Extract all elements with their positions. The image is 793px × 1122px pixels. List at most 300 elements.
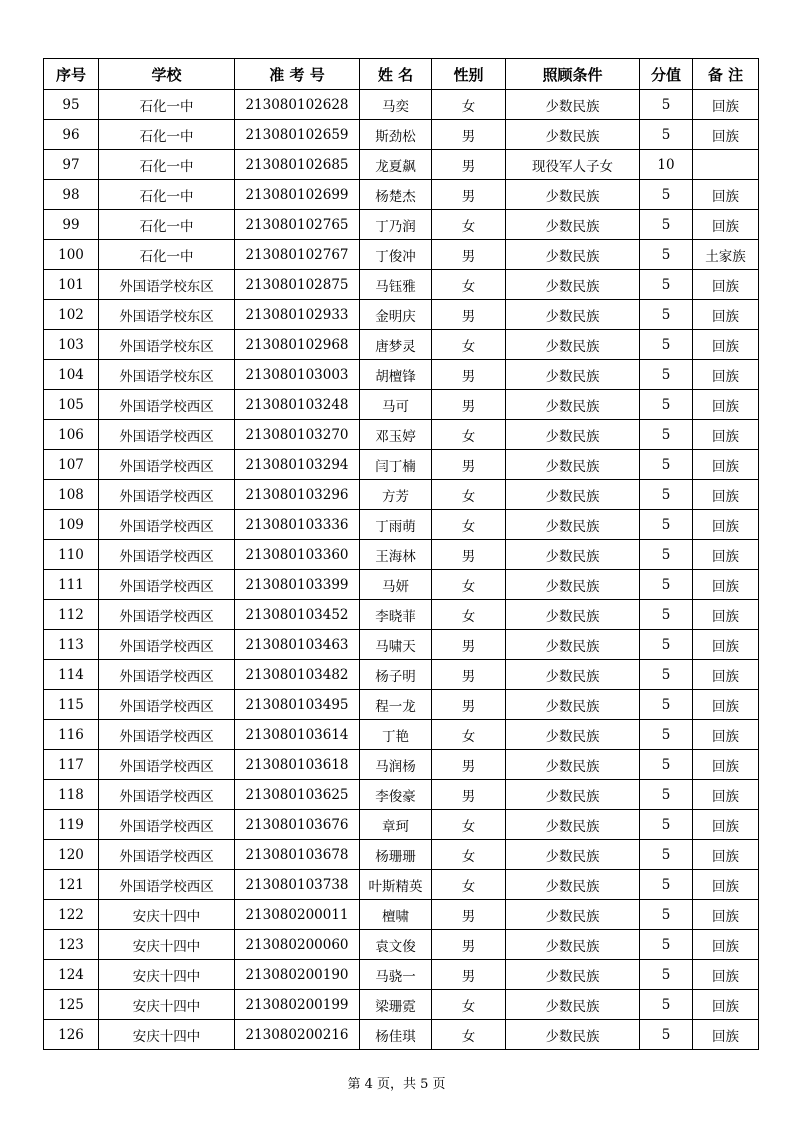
cell-condition: 少数民族: [506, 420, 640, 450]
cell-points: 5: [640, 570, 693, 600]
cell-points: 5: [640, 630, 693, 660]
cell-exam-number: 213080102659: [235, 120, 360, 150]
cell-remark: 回族: [693, 570, 759, 600]
cell-seq: 112: [44, 600, 99, 630]
cell-school: 安庆十四中: [99, 930, 235, 960]
table-row: [44, 390, 759, 420]
cell-exam-number: 213080102767: [235, 240, 360, 270]
cell-points: 5: [640, 600, 693, 630]
cell-school: 石化一中: [99, 240, 235, 270]
header-points: 分值: [640, 59, 693, 90]
cell-seq: 122: [44, 900, 99, 930]
cell-gender: 男: [432, 660, 506, 690]
cell-remark: 回族: [693, 600, 759, 630]
cell-school: 外国语学校西区: [99, 600, 235, 630]
header-exam-number: 准 考 号: [235, 59, 360, 90]
cell-remark: 回族: [693, 120, 759, 150]
cell-exam-number: 213080200190: [235, 960, 360, 990]
cell-points: 5: [640, 930, 693, 960]
table-row: [44, 750, 759, 780]
cell-name: 方芳: [360, 480, 432, 510]
cell-name: 丁俊冲: [360, 240, 432, 270]
cell-gender: 男: [432, 390, 506, 420]
cell-name: 马妍: [360, 570, 432, 600]
table-header-row: [44, 59, 759, 90]
cell-remark: 回族: [693, 210, 759, 240]
cell-points: 5: [640, 690, 693, 720]
cell-seq: 117: [44, 750, 99, 780]
cell-points: 5: [640, 210, 693, 240]
cell-points: 5: [640, 780, 693, 810]
cell-condition: 少数民族: [506, 390, 640, 420]
cell-school: 安庆十四中: [99, 1020, 235, 1050]
cell-gender: 女: [432, 870, 506, 900]
cell-gender: 男: [432, 900, 506, 930]
cell-points: 5: [640, 960, 693, 990]
cell-points: 5: [640, 810, 693, 840]
cell-exam-number: 213080103294: [235, 450, 360, 480]
cell-name: 李俊豪: [360, 780, 432, 810]
cell-remark: 回族: [693, 480, 759, 510]
cell-gender: 男: [432, 240, 506, 270]
cell-seq: 97: [44, 150, 99, 180]
cell-remark: 回族: [693, 330, 759, 360]
table-row: [44, 510, 759, 540]
cell-seq: 95: [44, 90, 99, 120]
cell-condition: 少数民族: [506, 990, 640, 1020]
cell-seq: 116: [44, 720, 99, 750]
cell-seq: 126: [44, 1020, 99, 1050]
cell-seq: 114: [44, 660, 99, 690]
cell-remark: 回族: [693, 900, 759, 930]
table-row: [44, 330, 759, 360]
cell-gender: 男: [432, 450, 506, 480]
cell-condition: 少数民族: [506, 690, 640, 720]
cell-gender: 女: [432, 330, 506, 360]
cell-points: 5: [640, 330, 693, 360]
table-row: [44, 420, 759, 450]
cell-seq: 107: [44, 450, 99, 480]
cell-condition: 少数民族: [506, 300, 640, 330]
cell-gender: 男: [432, 960, 506, 990]
cell-remark: [693, 150, 759, 180]
cell-points: 5: [640, 390, 693, 420]
cell-condition: 现役军人子女: [506, 150, 640, 180]
cell-exam-number: 213080102685: [235, 150, 360, 180]
cell-condition: 少数民族: [506, 630, 640, 660]
cell-school: 石化一中: [99, 180, 235, 210]
cell-exam-number: 213080103678: [235, 840, 360, 870]
table-row: [44, 840, 759, 870]
cell-school: 外国语学校西区: [99, 570, 235, 600]
table-row: [44, 600, 759, 630]
cell-name: 龙夏飙: [360, 150, 432, 180]
cell-gender: 男: [432, 780, 506, 810]
cell-school: 外国语学校西区: [99, 690, 235, 720]
cell-condition: 少数民族: [506, 120, 640, 150]
cell-remark: 回族: [693, 660, 759, 690]
cell-exam-number: 213080103614: [235, 720, 360, 750]
cell-name: 王海林: [360, 540, 432, 570]
cell-exam-number: 213080102968: [235, 330, 360, 360]
cell-name: 丁艳: [360, 720, 432, 750]
cell-condition: 少数民族: [506, 240, 640, 270]
cell-remark: 回族: [693, 630, 759, 660]
cell-remark: 回族: [693, 300, 759, 330]
cell-points: 5: [640, 1020, 693, 1050]
cell-exam-number: 213080200011: [235, 900, 360, 930]
cell-gender: 男: [432, 150, 506, 180]
cell-school: 安庆十四中: [99, 960, 235, 990]
cell-name: 李晓菲: [360, 600, 432, 630]
cell-remark: 土家族: [693, 240, 759, 270]
cell-points: 5: [640, 510, 693, 540]
cell-exam-number: 213080103463: [235, 630, 360, 660]
cell-condition: 少数民族: [506, 660, 640, 690]
cell-condition: 少数民族: [506, 900, 640, 930]
cell-points: 5: [640, 450, 693, 480]
cell-points: 10: [640, 150, 693, 180]
cell-exam-number: 213080103452: [235, 600, 360, 630]
cell-seq: 118: [44, 780, 99, 810]
cell-school: 外国语学校西区: [99, 540, 235, 570]
table-row: [44, 660, 759, 690]
cell-condition: 少数民族: [506, 330, 640, 360]
cell-condition: 少数民族: [506, 870, 640, 900]
table-row: [44, 690, 759, 720]
cell-gender: 女: [432, 720, 506, 750]
cell-remark: 回族: [693, 960, 759, 990]
cell-gender: 女: [432, 570, 506, 600]
table-row: [44, 990, 759, 1020]
table-row: [44, 240, 759, 270]
cell-name: 马奕: [360, 90, 432, 120]
cell-exam-number: 213080103296: [235, 480, 360, 510]
table-row: [44, 300, 759, 330]
table-row: [44, 630, 759, 660]
cell-exam-number: 213080200199: [235, 990, 360, 1020]
cell-remark: 回族: [693, 180, 759, 210]
cell-name: 丁雨萌: [360, 510, 432, 540]
header-seq: 序号: [44, 59, 99, 90]
cell-remark: 回族: [693, 510, 759, 540]
table-row: [44, 480, 759, 510]
cell-seq: 100: [44, 240, 99, 270]
cell-school: 外国语学校西区: [99, 390, 235, 420]
cell-school: 外国语学校东区: [99, 300, 235, 330]
table-row: [44, 870, 759, 900]
cell-gender: 女: [432, 600, 506, 630]
cell-points: 5: [640, 300, 693, 330]
cell-seq: 103: [44, 330, 99, 360]
cell-school: 外国语学校西区: [99, 870, 235, 900]
cell-remark: 回族: [693, 780, 759, 810]
cell-school: 安庆十四中: [99, 990, 235, 1020]
header-school: 学校: [99, 59, 235, 90]
table-row: [44, 180, 759, 210]
cell-exam-number: 213080103482: [235, 660, 360, 690]
cell-remark: 回族: [693, 360, 759, 390]
cell-name: 马可: [360, 390, 432, 420]
table-row: [44, 150, 759, 180]
cell-exam-number: 213080103270: [235, 420, 360, 450]
header-gender: 性别: [432, 59, 506, 90]
cell-seq: 125: [44, 990, 99, 1020]
cell-condition: 少数民族: [506, 360, 640, 390]
cell-name: 梁珊霓: [360, 990, 432, 1020]
cell-name: 邓玉婷: [360, 420, 432, 450]
cell-gender: 女: [432, 1020, 506, 1050]
cell-remark: 回族: [693, 840, 759, 870]
cell-remark: 回族: [693, 90, 759, 120]
cell-gender: 男: [432, 930, 506, 960]
cell-condition: 少数民族: [506, 1020, 640, 1050]
cell-points: 5: [640, 420, 693, 450]
cell-exam-number: 213080103738: [235, 870, 360, 900]
cell-school: 外国语学校西区: [99, 450, 235, 480]
cell-points: 5: [640, 900, 693, 930]
cell-name: 叶斯精英: [360, 870, 432, 900]
cell-points: 5: [640, 180, 693, 210]
cell-gender: 男: [432, 750, 506, 780]
cell-exam-number: 213080103248: [235, 390, 360, 420]
cell-points: 5: [640, 840, 693, 870]
cell-condition: 少数民族: [506, 210, 640, 240]
cell-points: 5: [640, 870, 693, 900]
cell-school: 外国语学校西区: [99, 510, 235, 540]
cell-school: 外国语学校西区: [99, 420, 235, 450]
cell-points: 5: [640, 120, 693, 150]
cell-name: 杨子明: [360, 660, 432, 690]
cell-school: 外国语学校东区: [99, 270, 235, 300]
cell-seq: 106: [44, 420, 99, 450]
cell-school: 外国语学校西区: [99, 810, 235, 840]
cell-points: 5: [640, 480, 693, 510]
cell-name: 章珂: [360, 810, 432, 840]
cell-gender: 女: [432, 210, 506, 240]
cell-seq: 111: [44, 570, 99, 600]
cell-school: 外国语学校西区: [99, 480, 235, 510]
cell-condition: 少数民族: [506, 540, 640, 570]
cell-seq: 105: [44, 390, 99, 420]
cell-gender: 女: [432, 840, 506, 870]
cell-seq: 113: [44, 630, 99, 660]
cell-school: 外国语学校西区: [99, 750, 235, 780]
header-remark: 备 注: [693, 59, 759, 90]
cell-name: 闫丁楠: [360, 450, 432, 480]
cell-condition: 少数民族: [506, 930, 640, 960]
cell-condition: 少数民族: [506, 90, 640, 120]
cell-condition: 少数民族: [506, 810, 640, 840]
cell-name: 斯劲松: [360, 120, 432, 150]
cell-condition: 少数民族: [506, 720, 640, 750]
cell-school: 石化一中: [99, 150, 235, 180]
table-row: [44, 1020, 759, 1050]
cell-gender: 男: [432, 180, 506, 210]
table-row: [44, 720, 759, 750]
cell-points: 5: [640, 270, 693, 300]
cell-seq: 101: [44, 270, 99, 300]
cell-gender: 男: [432, 540, 506, 570]
cell-name: 马润杨: [360, 750, 432, 780]
cell-condition: 少数民族: [506, 840, 640, 870]
table-row: [44, 450, 759, 480]
cell-school: 石化一中: [99, 210, 235, 240]
cell-name: 杨楚杰: [360, 180, 432, 210]
cell-gender: 女: [432, 90, 506, 120]
cell-remark: 回族: [693, 270, 759, 300]
cell-seq: 119: [44, 810, 99, 840]
cell-condition: 少数民族: [506, 480, 640, 510]
cell-school: 安庆十四中: [99, 900, 235, 930]
cell-points: 5: [640, 660, 693, 690]
cell-points: 5: [640, 720, 693, 750]
cell-points: 5: [640, 360, 693, 390]
cell-remark: 回族: [693, 750, 759, 780]
cell-remark: 回族: [693, 870, 759, 900]
cell-seq: 115: [44, 690, 99, 720]
cell-gender: 女: [432, 480, 506, 510]
cell-exam-number: 213080102628: [235, 90, 360, 120]
cell-remark: 回族: [693, 1020, 759, 1050]
cell-school: 石化一中: [99, 90, 235, 120]
cell-exam-number: 213080103618: [235, 750, 360, 780]
header-condition: 照顾条件: [506, 59, 640, 90]
cell-gender: 女: [432, 810, 506, 840]
cell-remark: 回族: [693, 390, 759, 420]
cell-exam-number: 213080103399: [235, 570, 360, 600]
cell-seq: 109: [44, 510, 99, 540]
cell-condition: 少数民族: [506, 600, 640, 630]
table-row: [44, 120, 759, 150]
cell-gender: 女: [432, 990, 506, 1020]
cell-points: 5: [640, 750, 693, 780]
cell-condition: 少数民族: [506, 270, 640, 300]
table-row: [44, 780, 759, 810]
cell-gender: 男: [432, 120, 506, 150]
cell-gender: 男: [432, 300, 506, 330]
cell-condition: 少数民族: [506, 450, 640, 480]
cell-exam-number: 213080102765: [235, 210, 360, 240]
table-row: [44, 810, 759, 840]
cell-seq: 121: [44, 870, 99, 900]
cell-gender: 女: [432, 420, 506, 450]
cell-condition: 少数民族: [506, 570, 640, 600]
cell-points: 5: [640, 240, 693, 270]
cell-seq: 99: [44, 210, 99, 240]
cell-gender: 女: [432, 510, 506, 540]
table-row: [44, 570, 759, 600]
table-row: [44, 930, 759, 960]
cell-name: 唐梦灵: [360, 330, 432, 360]
cell-school: 外国语学校东区: [99, 330, 235, 360]
table-row: [44, 900, 759, 930]
cell-name: 马啸天: [360, 630, 432, 660]
cell-remark: 回族: [693, 990, 759, 1020]
cell-school: 外国语学校西区: [99, 630, 235, 660]
cell-remark: 回族: [693, 690, 759, 720]
cell-exam-number: 213080200216: [235, 1020, 360, 1050]
cell-name: 马钰雅: [360, 270, 432, 300]
cell-gender: 男: [432, 690, 506, 720]
cell-remark: 回族: [693, 420, 759, 450]
cell-school: 外国语学校西区: [99, 660, 235, 690]
cell-remark: 回族: [693, 810, 759, 840]
cell-condition: 少数民族: [506, 750, 640, 780]
cell-gender: 女: [432, 270, 506, 300]
cell-exam-number: 213080103003: [235, 360, 360, 390]
cell-condition: 少数民族: [506, 510, 640, 540]
cell-seq: 108: [44, 480, 99, 510]
cell-seq: 123: [44, 930, 99, 960]
cell-remark: 回族: [693, 450, 759, 480]
cell-exam-number: 213080102933: [235, 300, 360, 330]
cell-exam-number: 213080103495: [235, 690, 360, 720]
table-body: [44, 90, 759, 1050]
cell-remark: 回族: [693, 720, 759, 750]
cell-seq: 124: [44, 960, 99, 990]
cell-name: 金明庆: [360, 300, 432, 330]
cell-remark: 回族: [693, 930, 759, 960]
cell-remark: 回族: [693, 540, 759, 570]
cell-exam-number: 213080103625: [235, 780, 360, 810]
cell-exam-number: 213080103676: [235, 810, 360, 840]
cell-name: 程一龙: [360, 690, 432, 720]
cell-exam-number: 213080103360: [235, 540, 360, 570]
cell-name: 袁文俊: [360, 930, 432, 960]
cell-gender: 男: [432, 630, 506, 660]
cell-condition: 少数民族: [506, 960, 640, 990]
cell-seq: 96: [44, 120, 99, 150]
cell-school: 外国语学校东区: [99, 360, 235, 390]
cell-school: 外国语学校西区: [99, 720, 235, 750]
cell-exam-number: 213080103336: [235, 510, 360, 540]
cell-name: 胡檀锋: [360, 360, 432, 390]
header-name: 姓 名: [360, 59, 432, 90]
cell-school: 外国语学校西区: [99, 840, 235, 870]
table-row: [44, 90, 759, 120]
cell-seq: 102: [44, 300, 99, 330]
table-row: [44, 270, 759, 300]
cell-exam-number: 213080102699: [235, 180, 360, 210]
table-row: [44, 540, 759, 570]
cell-exam-number: 213080102875: [235, 270, 360, 300]
page-indicator: 第 4 页，共 5 页: [347, 1077, 446, 1092]
cell-seq: 120: [44, 840, 99, 870]
cell-seq: 98: [44, 180, 99, 210]
cell-points: 5: [640, 990, 693, 1020]
cell-gender: 男: [432, 360, 506, 390]
cell-name: 杨佳琪: [360, 1020, 432, 1050]
cell-name: 丁乃润: [360, 210, 432, 240]
table-row: [44, 360, 759, 390]
cell-points: 5: [640, 90, 693, 120]
table-row: [44, 960, 759, 990]
cell-seq: 104: [44, 360, 99, 390]
cell-name: 杨珊珊: [360, 840, 432, 870]
cell-exam-number: 213080200060: [235, 930, 360, 960]
cell-seq: 110: [44, 540, 99, 570]
cell-school: 石化一中: [99, 120, 235, 150]
cell-name: 马骁一: [360, 960, 432, 990]
cell-condition: 少数民族: [506, 780, 640, 810]
cell-points: 5: [640, 540, 693, 570]
cell-name: 檀啸: [360, 900, 432, 930]
table-row: [44, 210, 759, 240]
cell-condition: 少数民族: [506, 180, 640, 210]
roster-table: [43, 58, 759, 1050]
cell-school: 外国语学校西区: [99, 780, 235, 810]
